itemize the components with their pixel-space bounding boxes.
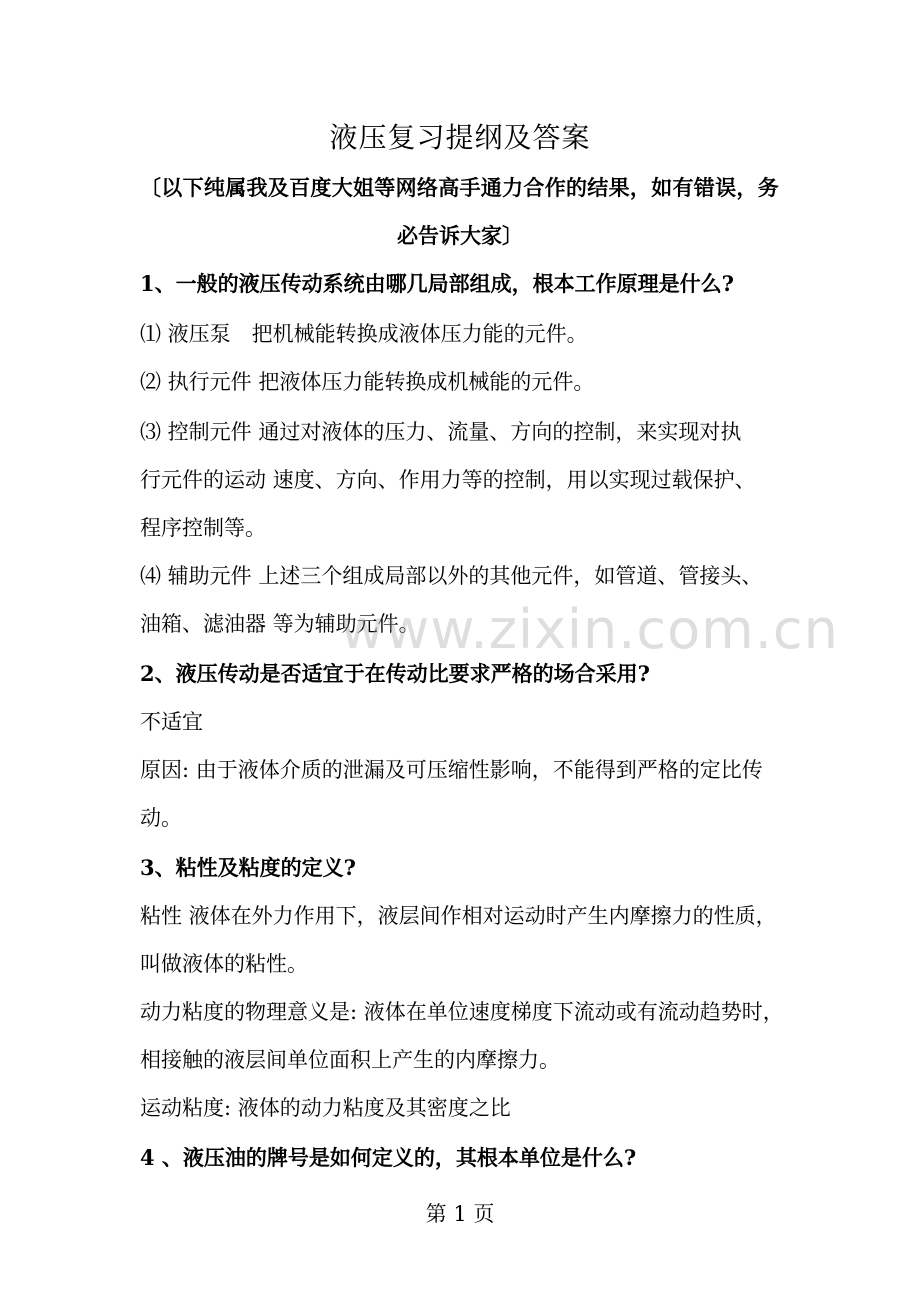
body-text-line: ⑴ 液压泵 把机械能转换成液体压力能的元件。 xyxy=(140,322,588,346)
page-number: 第 1 页 xyxy=(425,1202,495,1226)
question-heading: 1、一般的液压传动系统由哪几局部组成，根本工作原理是什么? xyxy=(140,271,734,296)
watermark: www.zixin.com.cn xyxy=(340,598,839,661)
body-text-line: 相接触的液层间单位面积上产生的内摩擦力。 xyxy=(140,1048,560,1072)
body-text-line: 粘性 液体在外力作用下，液层间作相对运动时产生内摩擦力的性质， xyxy=(140,904,777,928)
question-heading: 3、粘性及粘度的定义? xyxy=(140,855,356,880)
body-text-line: ⑶ 控制元件 通过对液体的压力、流量、方向的控制，来实现对执 xyxy=(140,420,742,444)
body-text-line: 不适宜 xyxy=(140,710,203,734)
disclaimer-line-1: 〔以下纯属我及百度大姐等网络高手通力合作的结果，如有错误，务 xyxy=(140,175,779,200)
body-text-line: 叫做液体的粘性。 xyxy=(140,952,308,976)
body-text-line: 行元件的运动 速度、方向、作用力等的控制，用以实现过载保护、 xyxy=(140,468,756,492)
body-text-line: 原因: 由于液体介质的泄漏及可压缩性影响，不能得到严格的定比传 xyxy=(140,758,763,782)
body-text-line: 动。 xyxy=(140,806,182,830)
disclaimer-line-2: 必告诉大家〕 xyxy=(397,223,523,248)
question-heading: 2、液压传动是否适宜于在传动比要求严格的场合采用? xyxy=(140,661,650,686)
body-text-line: 程序控制等。 xyxy=(140,516,266,540)
document-title: 液压复习提纲及答案 xyxy=(329,121,591,154)
body-text-line: ⑷ 辅助元件 上述三个组成局部以外的其他元件，如管道、管接头、 xyxy=(140,564,763,588)
body-text-line: 动力粘度的物理意义是: 液体在单位速度梯度下流动或有流动趋势时， xyxy=(140,1000,784,1024)
body-text-line: ⑵ 执行元件 把液体压力能转换成机械能的元件。 xyxy=(140,370,595,394)
body-text-line: 运动粘度: 液体的动力粘度及其密度之比 xyxy=(140,1096,511,1120)
body-text-line: 油箱、滤油器 等为辅助元件。 xyxy=(140,612,420,636)
question-heading: 4 、液压油的牌号是如何定义的，其根本单位是什么? xyxy=(140,1145,637,1170)
